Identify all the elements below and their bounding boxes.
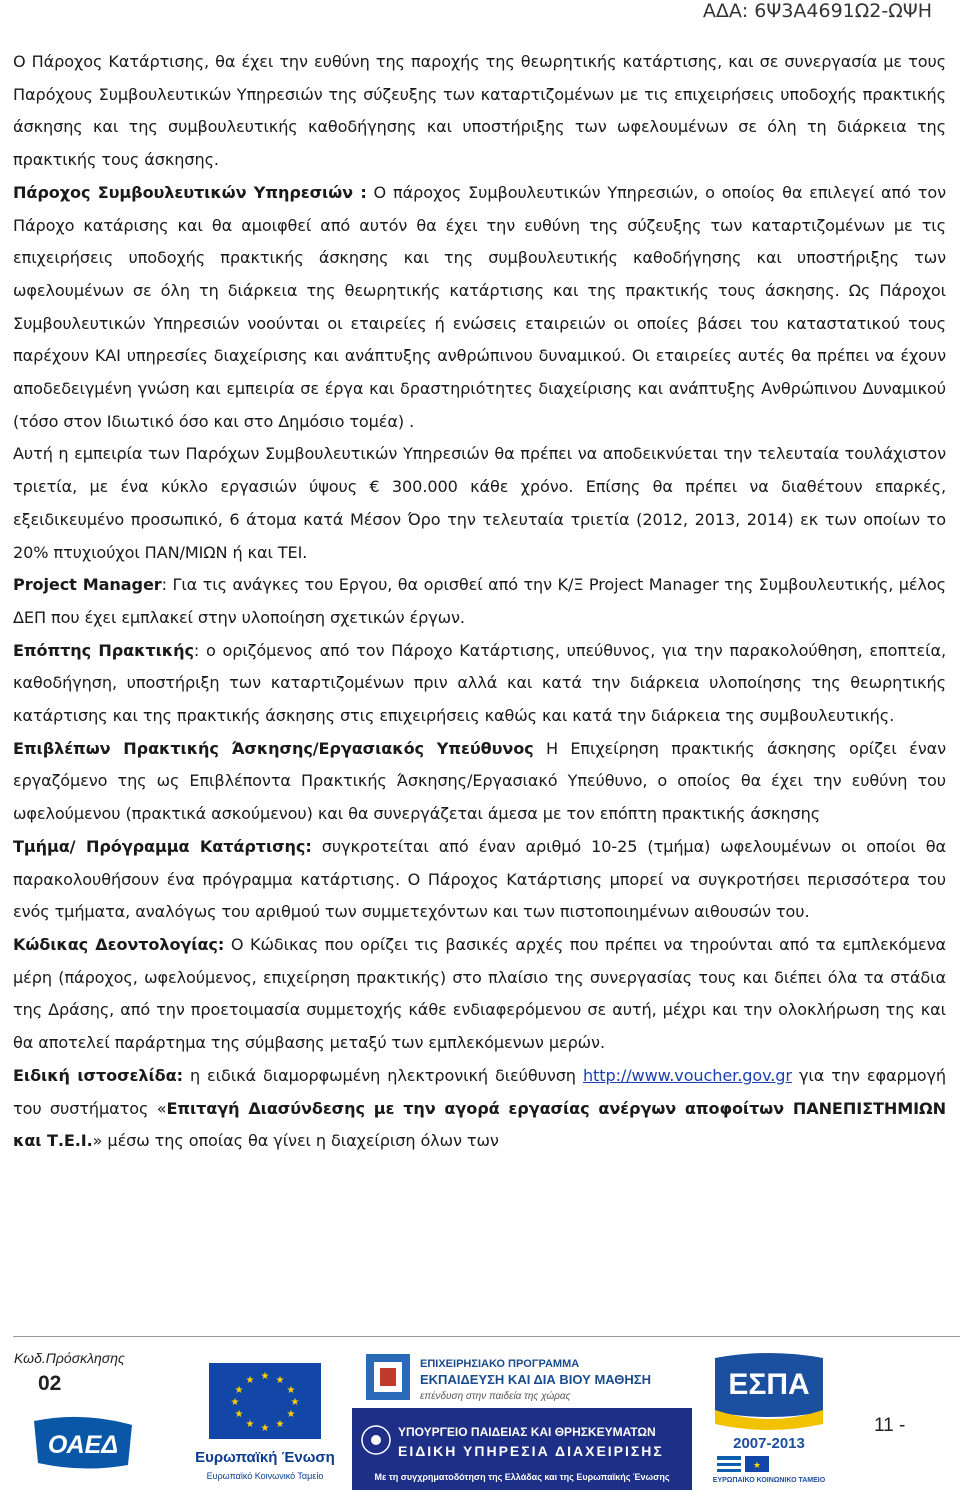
- paragraph-text: η ειδικά διαμορφωμένη ηλεκτρονική διεύθυνση: [182, 1065, 583, 1085]
- paragraph-experience: Αυτή η εμπειρία των Παρόχων Συμβουλευτικών Υπηρεσιών θα πρέπει να αποδεικνύεται την τελευταία τουλάχιστον τριετία, με ένα κύκλο εργασιών ύψους € 300.000 κάθε χρόνο. Επίσης θα πρέπει να διαθέτουν επαρκές, εξειδικευμένο προσωπικό, 6 άτομα κατά Μέσον Όρο την τελευταία τριετία (2012, 2013, 2014) εκ των οποίων το 20% πτυχιούχοι ΠΑΝ/ΜΙΩΝ ή και ΤΕΙ.: [13, 444, 946, 562]
- espa-logo: [705, 1352, 833, 1486]
- ada-code: ΑΔΑ: 6Ψ3Α4691Ω2-ΩΨΗ: [702, 0, 932, 22]
- svg-text:★: ★: [234, 1409, 244, 1420]
- paragraph-text: » μέσω της οποίας θα γίνει η διαχείριση όλων των: [92, 1131, 499, 1151]
- paragraph-text: : ο οριζόμενος από τον Πάροχο Κατάρτισης, υπεύθυνος, για την παρακολούθηση, εποπτεία, καθοδήγηση, υποστήριξη των καταρτιζομένων πριν αλλά και κατά την διάρκεια υλοποίησης της θεωρητικής κατάρτισης και της πρακτικής άσκησης στις επιχειρήσεις καθώς και κατά την διάρκεια της συμβουλευτικής.: [13, 640, 947, 726]
- espa-subtitle: ΕΥΡΩΠΑΪΚΟ ΚΟΙΝΩΝΙΚΟ ΤΑΜΕΙΟ: [712, 1477, 826, 1484]
- page-number: 11 -: [874, 1415, 906, 1436]
- footer-divider: [13, 1336, 960, 1337]
- invitation-code-number: 02: [38, 1372, 62, 1395]
- paragraph-project-manager: [13, 569, 946, 634]
- svg-text:★: ★: [234, 1385, 244, 1396]
- banner-line-3: επένδυση στην παιδεία της χώρας: [420, 1391, 571, 1402]
- espa-years: 2007-2013: [733, 1435, 805, 1452]
- cofinance-note: Με τη συγχρηματοδότηση της Ελλάδας και της Ευρωπαϊκής Ένωσης: [374, 1472, 670, 1482]
- paragraph-text: Ο πάροχος Συμβουλευτικών Υπηρεσιών, ο οποίος θα επιλεγεί από τον Πάροχο κατάρισης και θα αμοιφθεί από αυτόν θα έχει την ευθύνη της σύζευξης των καταρτιζομένων με τις επιχειρήσεις υποδοχής πρακτικής άσκησης και της συμβουλευτικής καθοδήγησης και υποστήριξης των ωφελουμένων σε όλη τη διάρκεια της θεωρητικής κατάρτισης και της πρακτικής τους άσκησης. Ως Πάροχοι Συμβουλευτικών Υπηρεσιών νοούνται οι εταιρείες ή ενώσεις εταιρειών οι οποίες βάσει του καταστατικού τους παρέχουν ΚΑΙ υπηρεσίες διαχείρισης και ανάπτυξης ανθρώπινου δυναμικού. Οι εταιρείες αυτές θα πρέπει να έχουν αποδεδειγμένη γνώση και εμπειρία σε έργα και δραστηριότητες διαχείρισης και ανάπτυξης Ανθρώπινου Δυναμικού (τόσο στον Ιδιωτικό όσο και στο Δημόσιο τομέα) .: [13, 182, 946, 431]
- ministry-line-2: ΕΙΔΙΚΗ ΥΠΗΡΕΣΙΑ ΔΙΑΧΕΙΡΙΣΗΣ: [398, 1443, 664, 1459]
- invitation-code-label: Κωδ.Πρόσκλησης: [14, 1350, 125, 1366]
- svg-text:★: ★: [245, 1419, 255, 1430]
- operational-programme-banner: [352, 1350, 692, 1490]
- svg-text:★: ★: [290, 1397, 300, 1408]
- paragraph-text: συγκροτείται από έναν αριθμό 10-25 (τμήμα) ωφελουμένων οι οποίοι θα παρακολουθήσουν ένα πρόγραμμα κατάρτισης. Ο Πάροχος Κατάρτισης μπορεί να συγκροτήσει περισσότερα του ενός τμήματα, αναλόγως του αριθμού των συμμετεχόντων και των πιστοποιημένων αιθουσών του.: [13, 836, 946, 922]
- svg-text:★: ★: [260, 1423, 270, 1434]
- term-practice-supervisor: Επόπτης Πρακτικής: [13, 640, 194, 660]
- paragraph-training-provider: Ο Πάροχος Κατάρτισης, θα έχει την ευθύνη της παροχής της θεωρητικής κατάρτισης, και σε συνεργασία με τους Παρόχους Συμβουλευτικών Υπηρεσιών της σύζευξης των καταρτιζομένων με τις επιχειρήσεις υποδοχής πρακτικής άσκησης και της συμβουλευτικής καθοδήγησης και υποστήριξης των ωφελουμένων σε όλη τη διάρκεια της πρακτικής τους άσκησης.: [13, 52, 946, 170]
- paragraph-practice-supervisor: [13, 635, 946, 733]
- svg-text:★: ★: [275, 1375, 285, 1386]
- term-workplace-supervisor: Επιβλέπων Πρακτικής Άσκησης/Εργασιακός Υπεύθυνος: [13, 738, 534, 758]
- oaed-logo-text: ΟΑΕΔ: [47, 1431, 119, 1459]
- svg-text:★: ★: [260, 1371, 270, 1382]
- oaed-logo: [28, 1415, 138, 1471]
- paragraph-text: : Για τις ανάγκες του Εργου, θα ορισθεί από την Κ/Ξ Project Manager της Συμβουλευτικής, μέλος ΔΕΠ που έχει εμπλακεί στην υλοποίηση σχετικών έργων.: [13, 575, 947, 627]
- espa-word: ΕΣΠΑ: [728, 1368, 810, 1401]
- paragraph-special-website: [13, 1060, 946, 1158]
- svg-text:★: ★: [275, 1419, 285, 1430]
- paragraph-text: Η Επιχείρηση πρακτικής άσκησης ορίζει έναν εργαζόμενο της ως Επιβλέποντα Πρακτικής Άσκησης/Εργασιακό Υπεύθυνο, ο οποίος θα έχει την ευθύνη του ωφελούμενου (πρακτικά ασκούμενου) και θα συνεργάζεται άμεσα με τον επόπτη πρακτικής άσκησης: [13, 738, 946, 824]
- paragraph-training-class: [13, 831, 946, 929]
- paragraph-code-of-conduct: [13, 929, 946, 1060]
- term-training-class: Τμήμα/ Πρόγραμμα Κατάρτισης:: [13, 836, 312, 856]
- svg-text:★: ★: [230, 1397, 240, 1408]
- paragraph-workplace-supervisor: [13, 733, 946, 831]
- svg-text:★: ★: [286, 1385, 296, 1396]
- term-consulting-provider: Πάροχος Συμβουλευτικών Υπηρεσιών :: [13, 182, 367, 202]
- svg-text:★: ★: [245, 1375, 255, 1386]
- paragraph-text: Ο Κώδικας που ορίζει τις βασικές αρχές που πρέπει να τηρούνται από τα εμπλεκόμενα μέρη (πάροχος, ωφελούμενος, επιχείρηση πρακτικής) στο πλαίσιο της συνεργασίας τους και διέπει όλα τα στάδια της Δράσης, από την προετοιμασία συμμετοχής κάθε ενδιαφερόμενου σε αυτή, μέχρι και την ολοκλήρωση της και θα αποτελεί παράρτημα της σύμβασης μεταξύ των εμπλεκόμενων μερών.: [13, 934, 946, 1053]
- paragraph-text: για την εφαρμογή του συστήματος «: [13, 1065, 947, 1118]
- program-title: Επιταγή Διασύνδεσης με την αγορά εργασίας ανέργων αποφοίτων ΠΑΝΕΠΙΣΤΗΜΙΩΝ και Τ.Ε.Ι.: [13, 1098, 946, 1151]
- banner-line-1: ΕΠΙΧΕΙΡΗΣΙΑΚΟ ΠΡΟΓΡΑΜΜΑ: [420, 1358, 580, 1370]
- paragraph-consulting-provider: [13, 177, 946, 439]
- eu-flag-logo: [195, 1363, 335, 1491]
- ministry-line-1: ΥΠΟΥΡΓΕΙΟ ΠΑΙΔΕΙΑΣ ΚΑΙ ΘΡΗΣΚΕΥΜΑΤΩΝ: [398, 1425, 656, 1439]
- svg-text:★: ★: [286, 1409, 296, 1420]
- banner-line-2: ΕΚΠΑΙΔΕΥΣΗ ΚΑΙ ΔΙΑ ΒΙΟΥ ΜΑΘΗΣΗ: [420, 1372, 651, 1387]
- eu-logo-subtitle: Ευρωπαϊκό Κοινωνικό Ταμείο: [206, 1471, 324, 1481]
- term-code-of-conduct: Κώδικας Δεοντολογίας:: [13, 934, 225, 954]
- svg-text:★: ★: [752, 1461, 762, 1471]
- term-special-website: Ειδική ιστοσελίδα:: [13, 1065, 183, 1085]
- voucher-website-link[interactable]: http://www.voucher.gov.gr: [582, 1065, 792, 1085]
- term-project-manager: Project Manager: [13, 575, 162, 595]
- document-body: [13, 46, 946, 1158]
- eu-logo-title: Ευρωπαϊκή Ένωση: [195, 1449, 335, 1466]
